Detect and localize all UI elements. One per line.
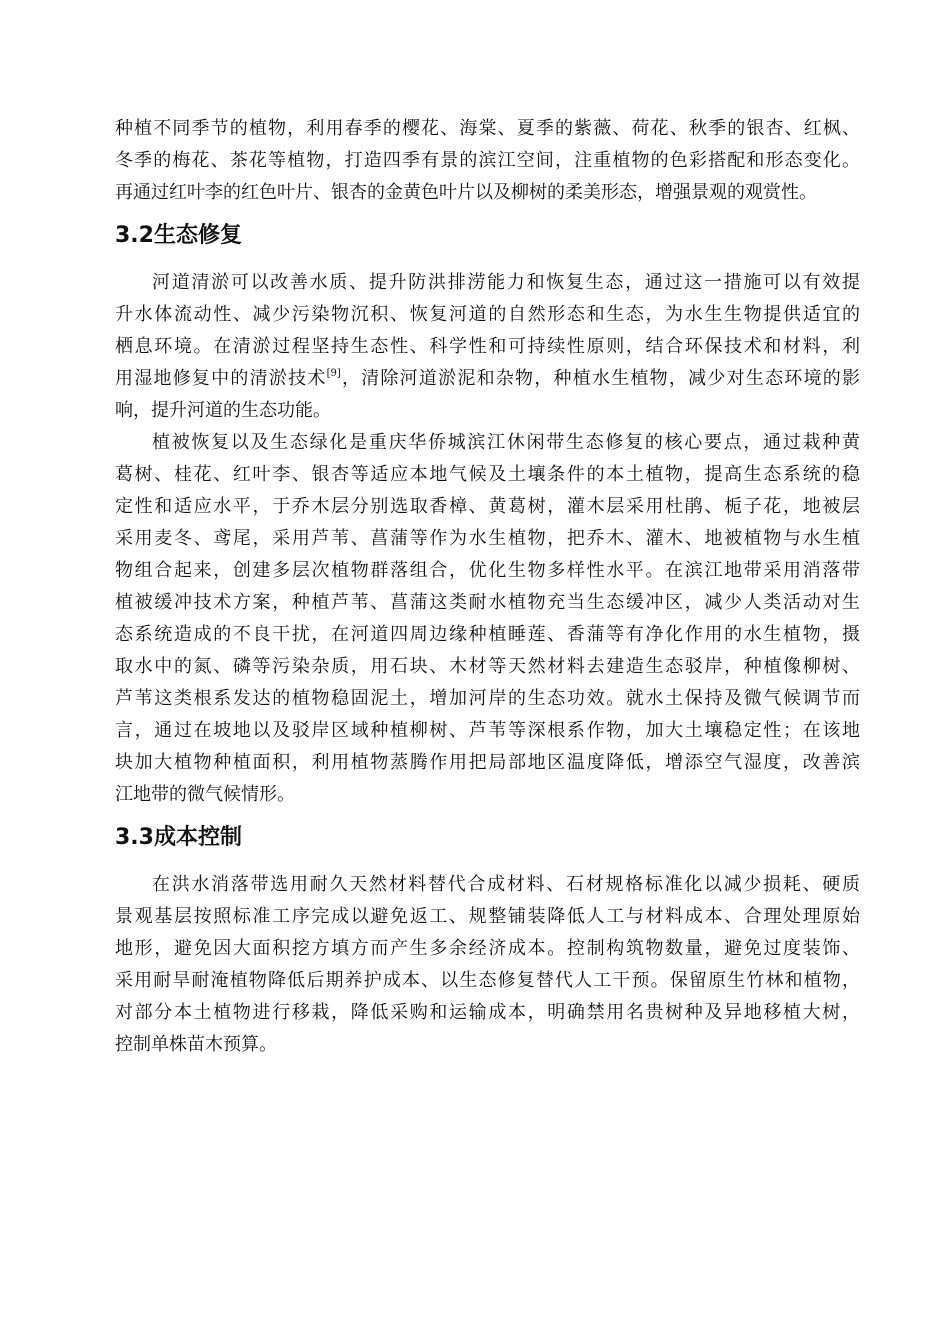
text-line: 在洪水消落带选用耐久天然材料替代合成材料、石材规格标准化以减少损耗、硬质 [152, 874, 860, 895]
section-heading-3-3: 3.3成本控制 [115, 825, 242, 850]
text-line: 地形，避免因大面积挖方填方而产生多余经济成本。控制构筑物数量，避免过度装饰、 [115, 938, 860, 959]
section-heading-3-2: 3.2生态修复 [115, 223, 242, 248]
text-span: ，清除河道淤泥和杂物，种植水生植物，减少对生态环境的影 [340, 368, 861, 389]
text-line: 植被恢复以及生态绿化是重庆华侨城滨江休闲带生态修复的核心要点，通过栽种黄 [152, 432, 860, 453]
text-line: 采用麦冬、鸢尾，采用芦苇、菖蒲等作为水生植物，把乔木、灌木、地被植物与水生植 [115, 528, 860, 549]
text-line-with-citation [115, 363, 860, 395]
text-line: 江地带的微气候情形。 [115, 784, 295, 805]
text-line: 言，通过在坡地以及驳岸区域种植柳树、芦苇等深根系作物，加大土壤稳定性；在该地 [115, 720, 860, 741]
text-line: 景观基层按照标准工序完成以避免返工、规整铺装降低人工与材料成本、合理处理原始 [115, 906, 860, 927]
text-line: 芦苇这类根系发达的植物稳固泥土，增加河岸的生态功效。就水土保持及微气候调节而 [115, 688, 860, 709]
text-line: 河道清淤可以改善水质、提升防洪排涝能力和恢复生态，通过这一措施可以有效提 [152, 272, 860, 293]
text-line: 种植不同季节的植物，利用春季的樱花、海棠、夏季的紫薇、荷花、秋季的银杏、红枫、 [115, 118, 860, 139]
document-body [115, 113, 860, 1061]
section-3-2-paragraph-2 [115, 427, 860, 811]
citation-marker: [9] [326, 368, 341, 379]
text-line: 再通过红叶李的红色叶片、银杏的金黄色叶片以及柳树的柔美形态，增强景观的观赏性。 [115, 182, 817, 203]
text-line: 态系统造成的不良干扰，在河道四周边缘种植睡莲、香蒲等有净化作用的水生植物，摄 [115, 624, 860, 645]
intro-paragraph [115, 113, 860, 209]
section-3-3-paragraph-1 [115, 869, 860, 1061]
text-line: 采用耐旱耐淹植物降低后期养护成本、以生态修复替代人工干预。保留原生竹林和植物， [115, 970, 860, 991]
text-line: 定性和适应水平，于乔木层分别选取香樟、黄葛树，灌木层采用杜鹃、栀子花，地被层 [115, 496, 860, 517]
text-line: 块加大植物种植面积，利用植物蒸腾作用把局部地区温度降低，增添空气湿度，改善滨 [115, 752, 860, 773]
text-line: 取水中的氮、磷等污染杂质，用石块、木材等天然材料去建造生态驳岸，种植像柳树、 [115, 656, 860, 677]
section-3-2-paragraph-1 [115, 267, 860, 427]
text-line: 冬季的梅花、茶花等植物，打造四季有景的滨江空间，注重植物的色彩搭配和形态变化。 [115, 150, 860, 171]
text-span: 用湿地修复中的清淤技术 [115, 368, 327, 389]
text-line: 栖息环境。在清淤过程坚持生态性、科学性和可持续性原则，结合环保技术和材料，利 [115, 336, 860, 357]
text-line: 响，提升河道的生态功能。 [115, 400, 331, 421]
text-line: 升水体流动性、减少污染物沉积、恢复河道的自然形态和生态，为水生生物提供适宜的 [115, 304, 860, 325]
text-line: 对部分本土植物进行移栽，降低采购和运输成本，明确禁用名贵树种及异地移植大树， [115, 1002, 860, 1023]
text-line: 控制单株苗木预算。 [115, 1034, 277, 1055]
text-line: 物组合起来，创建多层次植物群落组合，优化生物多样性水平。在滨江地带采用消落带 [115, 560, 860, 581]
text-line: 植被缓冲技术方案，种植芦苇、菖蒲这类耐水植物充当生态缓冲区，减少人类活动对生 [115, 592, 860, 613]
text-line: 葛树、桂花、红叶李、银杏等适应本地气候及土壤条件的本土植物，提高生态系统的稳 [115, 464, 860, 485]
